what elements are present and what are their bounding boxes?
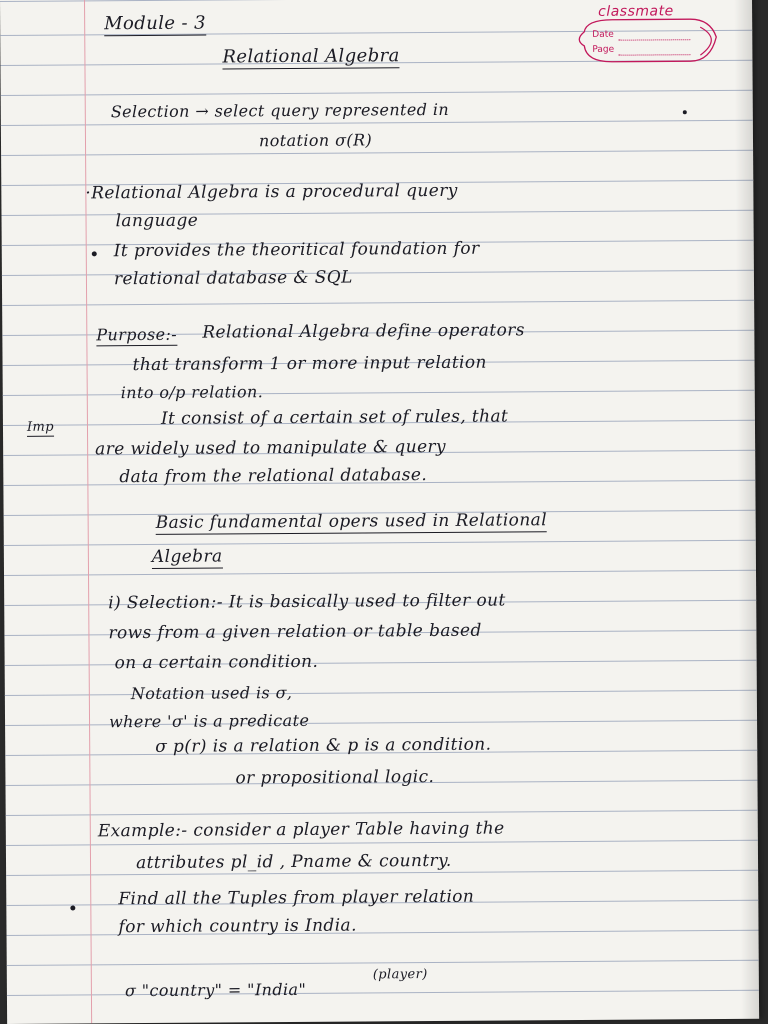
- topic-heading: Relational Algebra: [222, 45, 400, 68]
- example-line-4: for which country is India.: [118, 915, 357, 938]
- selection-op-line-2: rows from a given relation or table based: [108, 620, 482, 644]
- classmate-logo: [572, 3, 722, 69]
- selection-op-line-4: Notation used is σ,: [130, 682, 293, 704]
- basic-ops-heading-2: Algebra: [151, 546, 223, 567]
- consist-line-1: It consist of a certain set of rules, that: [160, 406, 509, 429]
- definition-line-2: language: [115, 210, 199, 232]
- selection-op-line-5: where 'σ' is a predicate: [108, 710, 310, 732]
- module-heading: Module - 3: [104, 12, 207, 35]
- page-edge-shadow: [734, 0, 759, 1019]
- stray-dot: [683, 110, 687, 114]
- bullet: [70, 905, 75, 910]
- definition-line-4: relational database & SQL: [113, 267, 353, 290]
- consist-line-3: data from the relational database.: [119, 465, 428, 488]
- date-label: Date: [592, 29, 614, 40]
- imp-margin-note: Imp: [26, 419, 55, 435]
- query-relation: (player): [372, 967, 428, 983]
- definition-line-3: It provides the theoritical foundation for: [113, 238, 480, 262]
- selection-line-2: notation σ(R): [258, 130, 373, 151]
- selection-op-line-1: i) Selection:- It is basically used to filter out: [108, 590, 506, 614]
- consist-line-2: are widely used to manipulate & query: [95, 436, 447, 460]
- example-line-1: Example:- consider a player Table having the: [97, 818, 505, 842]
- margin-line: [84, 0, 92, 1023]
- basic-ops-heading-1: Basic fundamental opers used in Relational: [155, 510, 548, 533]
- purpose-line-2: that transform 1 or more input relation: [132, 352, 487, 376]
- page-label: Page: [592, 44, 615, 55]
- purpose-line-3: into o/p relation.: [120, 382, 264, 403]
- definition-line-1: ·Relational Algebra is a procedural query: [85, 180, 458, 204]
- example-line-2: attributes pl_id , Pname & country.: [135, 850, 452, 874]
- purpose-label: Purpose:-: [96, 324, 178, 345]
- purpose-line-1: Relational Algebra define operators: [202, 320, 525, 343]
- brand-name: classmate: [598, 3, 674, 20]
- selection-op-line-6: σ p(r) is a relation & p is a condition.: [155, 734, 492, 757]
- selection-op-line-3: on a certain condition.: [114, 651, 319, 674]
- selection-op-line-7: or propositional logic.: [235, 766, 435, 789]
- query-expression: σ "country" = "India": [124, 979, 307, 1001]
- bullet: [92, 251, 97, 256]
- selection-line-1: Selection → select query represented in: [110, 99, 450, 122]
- example-line-3: Find all the Tuples from player relation: [118, 886, 475, 910]
